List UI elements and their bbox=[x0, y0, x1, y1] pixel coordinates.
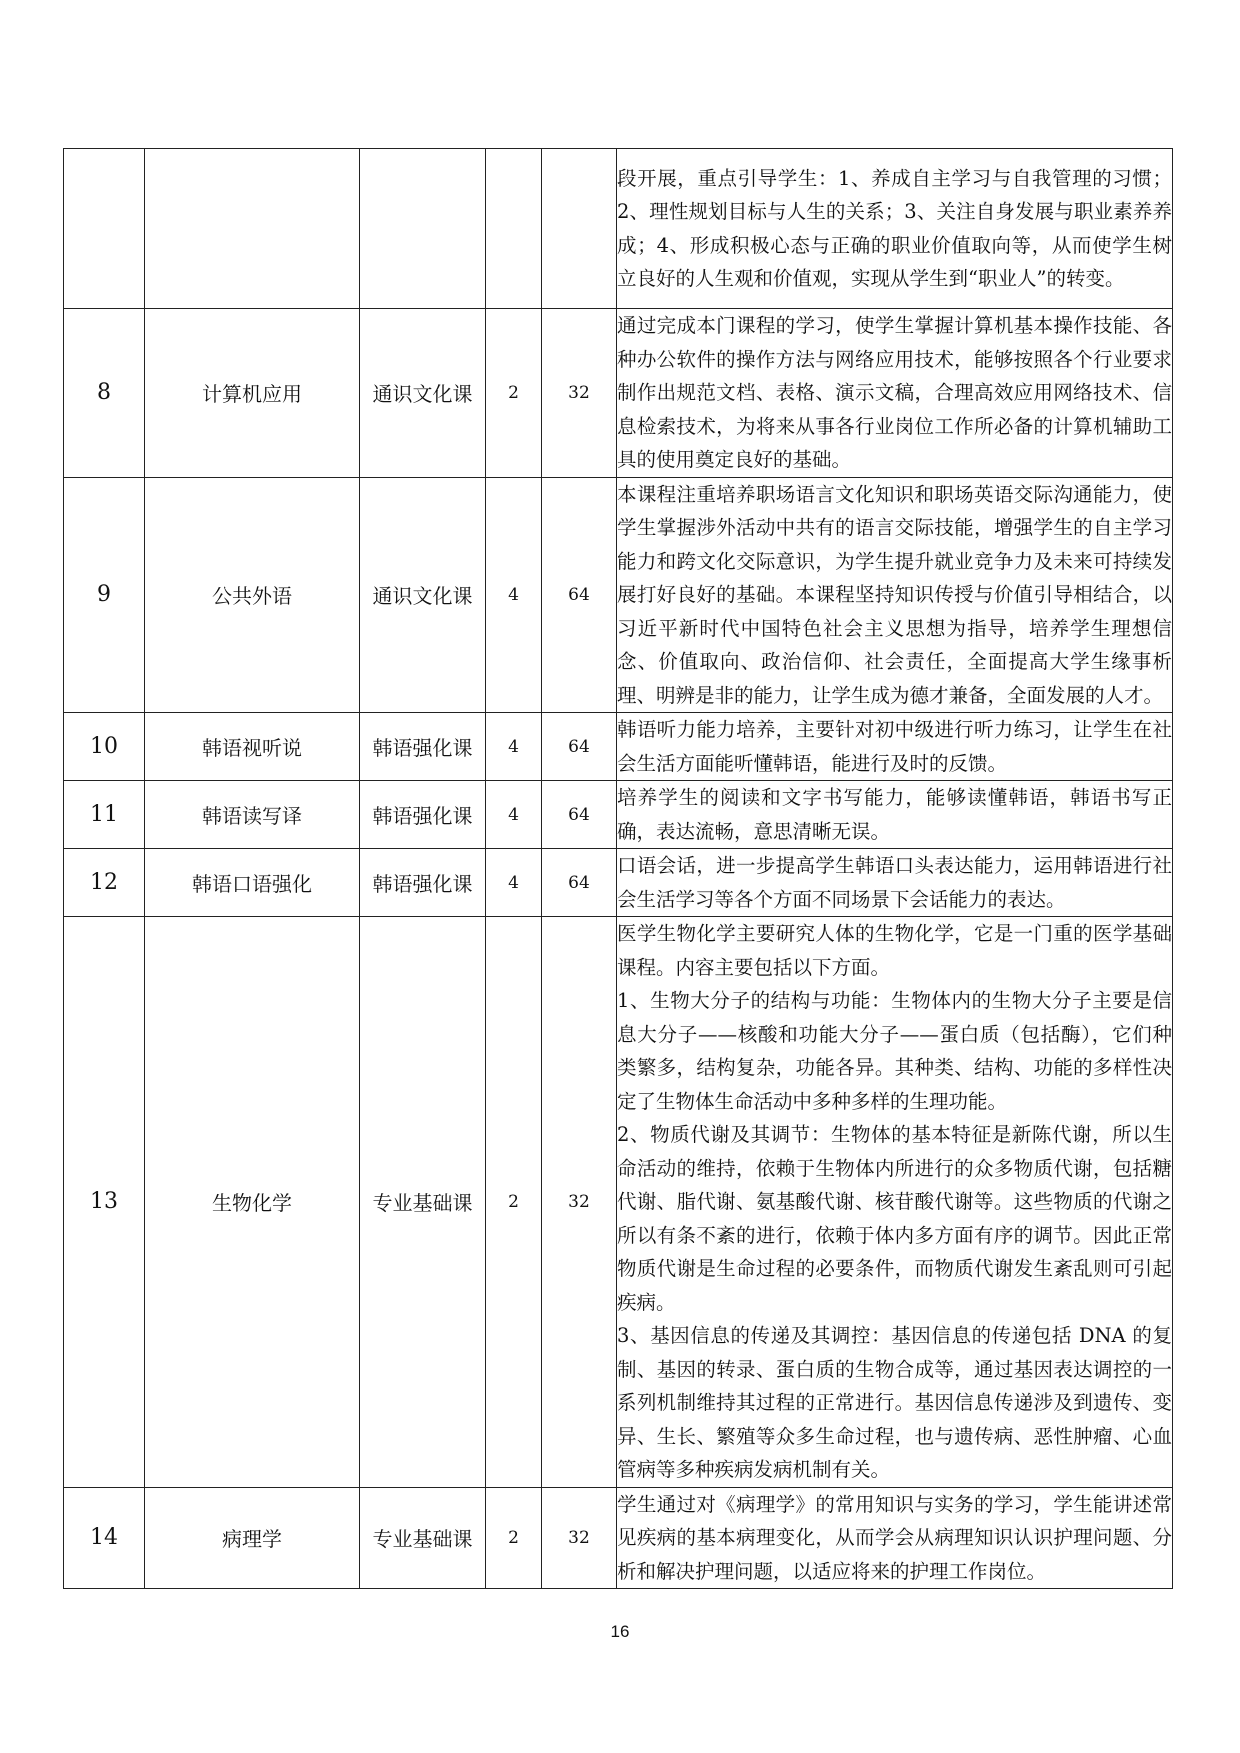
course-name: 韩语视听说 bbox=[145, 713, 360, 781]
course-name: 计算机应用 bbox=[145, 309, 360, 478]
course-type bbox=[360, 149, 486, 309]
course-hours: 64 bbox=[542, 477, 617, 713]
description-paragraph: 3、基因信息的传递及其调控：基因信息的传递包括 DNA 的复制、基因的转录、蛋白质的生物合成等，通过基因表达调控的一系列机制维持其过程的正常进行。基因信息传递涉及到遗传、变异、生长、繁殖等众多生命过程，也与遗传病、恶性肿瘤、心血管病等多种疾病发病机制有关。 bbox=[617, 1324, 1172, 1481]
course-description bbox=[617, 781, 1173, 849]
course-description bbox=[617, 1487, 1173, 1589]
course-description bbox=[617, 477, 1173, 713]
course-hours: 64 bbox=[542, 713, 617, 781]
course-description bbox=[617, 309, 1173, 478]
course-credits: 4 bbox=[486, 713, 542, 781]
course-credits: 4 bbox=[486, 477, 542, 713]
course-name bbox=[145, 149, 360, 309]
description-paragraph: 学生通过对《病理学》的常用知识与实务的学习，学生能讲述常见疾病的基本病理变化，从而学会从病理知识认识护理问题、分析和解决护理问题，以适应将来的护理工作岗位。 bbox=[617, 1492, 1172, 1583]
table-row bbox=[64, 149, 1173, 309]
course-name: 韩语口语强化 bbox=[145, 849, 360, 917]
course-name: 公共外语 bbox=[145, 477, 360, 713]
course-name: 生物化学 bbox=[145, 917, 360, 1488]
course-credits: 2 bbox=[486, 1487, 542, 1589]
table-row bbox=[64, 309, 1173, 478]
description-paragraph: 韩语听力能力培养，主要针对初中级进行听力练习，让学生在社会生活方面能听懂韩语，能进行及时的反馈。 bbox=[617, 718, 1172, 775]
course-type: 专业基础课 bbox=[360, 1487, 486, 1589]
description-paragraph: 本课程注重培养职场语言文化知识和职场英语交际沟通能力，使学生掌握涉外活动中共有的语言交际技能，增强学生的自主学习能力和跨文化交际意识，为学生提升就业竞争力及未来可持续发展打好良好的基础。本课程坚持知识传授与价值引导相结合，以习近平新时代中国特色社会主义思想为指导，培养学生理想信念、价值取向、政治信仰、社会责任，全面提高大学生缘事析理、明辨是非的能力，让学生成为德才兼备，全面发展的人才。 bbox=[617, 482, 1172, 707]
course-type: 通识文化课 bbox=[360, 477, 486, 713]
document-page bbox=[63, 148, 1172, 1589]
course-table-body bbox=[64, 149, 1173, 1589]
course-number: 13 bbox=[64, 917, 145, 1488]
course-credits: 2 bbox=[486, 917, 542, 1488]
course-hours: 64 bbox=[542, 849, 617, 917]
table-row bbox=[64, 917, 1173, 1488]
course-hours: 32 bbox=[542, 309, 617, 478]
course-type: 通识文化课 bbox=[360, 309, 486, 478]
course-credits: 2 bbox=[486, 309, 542, 478]
course-type: 韩语强化课 bbox=[360, 849, 486, 917]
course-number: 11 bbox=[64, 781, 145, 849]
course-hours: 32 bbox=[542, 1487, 617, 1589]
course-hours bbox=[542, 149, 617, 309]
course-number: 8 bbox=[64, 309, 145, 478]
course-credits bbox=[486, 149, 542, 309]
course-hours: 64 bbox=[542, 781, 617, 849]
description-paragraph: 通过完成本门课程的学习，使学生掌握计算机基本操作技能、各种办公软件的操作方法与网络应用技术，能够按照各个行业要求制作出规范文档、表格、演示文稿，合理高效应用网络技术、信息检索技术，为将来从事各行业岗位工作所必备的计算机辅助工具的使用奠定良好的基础。 bbox=[617, 314, 1172, 471]
course-description bbox=[617, 713, 1173, 781]
table-row bbox=[64, 781, 1173, 849]
description-paragraph: 医学生物化学主要研究人体的生物化学，它是一门重的医学基础课程。内容主要包括以下方面。 bbox=[617, 922, 1172, 979]
course-description bbox=[617, 149, 1173, 309]
page-number: 16 bbox=[610, 1622, 630, 1641]
course-table bbox=[63, 148, 1173, 1589]
description-paragraph: 1、生物大分子的结构与功能：生物体内的生物大分子主要是信息大分子——核酸和功能大分子——蛋白质（包括酶），它们种类繁多，结构复杂，功能各异。其种类、结构、功能的多样性决定了生物体生命活动中多种多样的生理功能。 bbox=[617, 989, 1172, 1113]
table-row bbox=[64, 713, 1173, 781]
course-description bbox=[617, 849, 1173, 917]
table-row bbox=[64, 849, 1173, 917]
course-description bbox=[617, 917, 1173, 1488]
course-number: 9 bbox=[64, 477, 145, 713]
course-credits: 4 bbox=[486, 781, 542, 849]
course-number: 14 bbox=[64, 1487, 145, 1589]
course-type: 韩语强化课 bbox=[360, 781, 486, 849]
course-type: 韩语强化课 bbox=[360, 713, 486, 781]
table-row bbox=[64, 477, 1173, 713]
course-credits: 4 bbox=[486, 849, 542, 917]
table-row bbox=[64, 1487, 1173, 1589]
course-number: 12 bbox=[64, 849, 145, 917]
course-number bbox=[64, 149, 145, 309]
course-name: 病理学 bbox=[145, 1487, 360, 1589]
description-paragraph: 培养学生的阅读和文字书写能力，能够读懂韩语，韩语书写正确，表达流畅，意思清晰无误。 bbox=[617, 786, 1172, 843]
course-type: 专业基础课 bbox=[360, 917, 486, 1488]
course-number: 10 bbox=[64, 713, 145, 781]
description-paragraph: 口语会话，进一步提高学生韩语口头表达能力，运用韩语进行社会生活学习等各个方面不同场景下会话能力的表达。 bbox=[617, 854, 1172, 911]
course-name: 韩语读写译 bbox=[145, 781, 360, 849]
description-paragraph: 2、物质代谢及其调节：生物体的基本特征是新陈代谢，所以生命活动的维持，依赖于生物体内所进行的众多物质代谢，包括糖代谢、脂代谢、氨基酸代谢、核苷酸代谢等。这些物质的代谢之所以有条不紊的进行，依赖于体内多方面有序的调节。因此正常物质代谢是生命过程的必要条件，而物质代谢发生紊乱则可引起疾病。 bbox=[617, 1123, 1172, 1314]
description-paragraph: 段开展，重点引导学生：1、养成自主学习与自我管理的习惯；2、理性规划目标与人生的关系；3、关注自身发展与职业素养养成；4、形成积极心态与正确的职业价值取向等，从而使学生树立良好的人生观和价值观，实现从学生到“职业人”的转变。 bbox=[617, 166, 1172, 290]
course-hours: 32 bbox=[542, 917, 617, 1488]
